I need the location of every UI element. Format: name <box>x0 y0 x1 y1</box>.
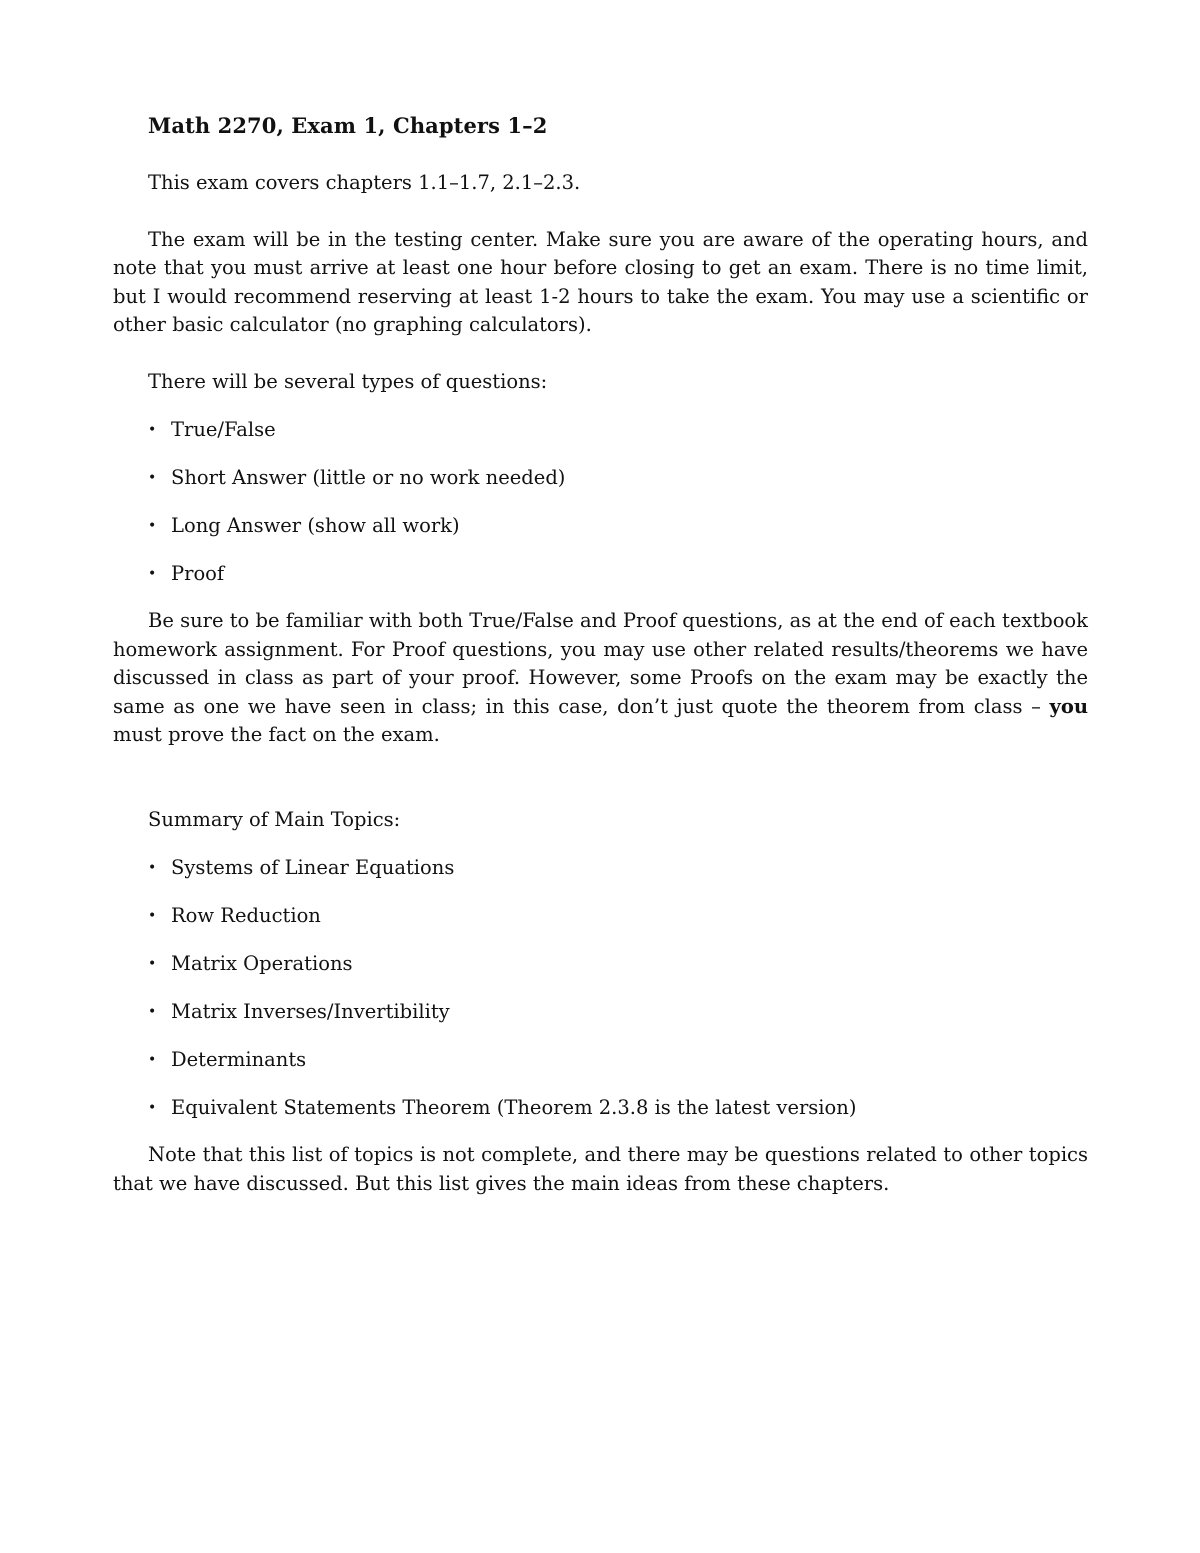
list-item-text: True/False <box>171 417 276 441</box>
list-item-text: Proof <box>171 561 225 585</box>
list-item-text: Row Reduction <box>171 903 321 927</box>
familiar-text: Be sure to be familiar with both True/False and Proof questions, as at the end of each textbook homework assignment. For Proof questions, you may use other related results/theorems we have discussed in class as part of your proof. However, some Proofs on the exam may be exactly the same as one we have seen in class; in this case, don’t just quote the theorem from class – <box>113 609 1088 718</box>
testing-center-paragraph: The exam will be in the testing center. Make sure you are aware of the operating hours, and note that you must arrive at least one hour before closing to get an exam. There is no time limit, but I would recommend reserving at least 1-2 hours to take the exam. You may use a scientific or other basic calculator (no graphing calculators). <box>113 227 1088 336</box>
covers-paragraph: This exam covers chapters 1.1–1.7, 2.1–2.3. <box>148 171 581 194</box>
emphasis-you: you <box>1049 694 1088 718</box>
list-item <box>113 854 1088 883</box>
list-item <box>113 512 1088 541</box>
document-page <box>113 112 1088 1198</box>
bullet-icon: • <box>148 1051 157 1068</box>
list-item <box>113 1046 1088 1075</box>
list-item <box>113 998 1088 1027</box>
list-item-text: Matrix Inverses/Invertibility <box>171 999 450 1023</box>
familiar-paragraph <box>113 607 1088 750</box>
bullet-icon: • <box>148 421 157 438</box>
list-item-text: Determinants <box>171 1047 307 1071</box>
page-title: Math 2270, Exam 1, Chapters 1–2 <box>148 113 548 138</box>
summary-intro: Summary of Main Topics: <box>148 807 401 831</box>
list-item <box>113 560 1088 589</box>
note-paragraph: Note that this list of topics is not complete, and there may be questions related to other topics that we have discussed. But this list gives the main ideas from these chapters. <box>113 1143 1088 1195</box>
bullet-icon: • <box>148 907 157 924</box>
bullet-icon: • <box>148 1099 157 1116</box>
bullet-icon: • <box>148 859 157 876</box>
list-item <box>113 1094 1088 1123</box>
list-item <box>113 902 1088 931</box>
list-item-text: Short Answer (little or no work needed) <box>171 465 566 489</box>
bullet-icon: • <box>148 565 157 582</box>
list-item <box>113 464 1088 493</box>
question-types-intro: There will be several types of questions: <box>148 369 548 393</box>
bullet-icon: • <box>148 517 157 534</box>
bullet-icon: • <box>148 469 157 486</box>
list-item-text: Matrix Operations <box>171 951 353 975</box>
bullet-icon: • <box>148 1003 157 1020</box>
familiar-text-end: must prove the fact on the exam. <box>113 723 440 746</box>
topics-list <box>113 854 1088 1123</box>
list-item-text: Long Answer (show all work) <box>171 513 460 537</box>
list-item <box>113 950 1088 979</box>
list-item <box>113 416 1088 445</box>
list-item-text: Equivalent Statements Theorem (Theorem 2.3.8 is the latest version) <box>171 1095 857 1119</box>
question-types-list <box>113 416 1088 589</box>
bullet-icon: • <box>148 955 157 972</box>
list-item-text: Systems of Linear Equations <box>171 855 455 879</box>
